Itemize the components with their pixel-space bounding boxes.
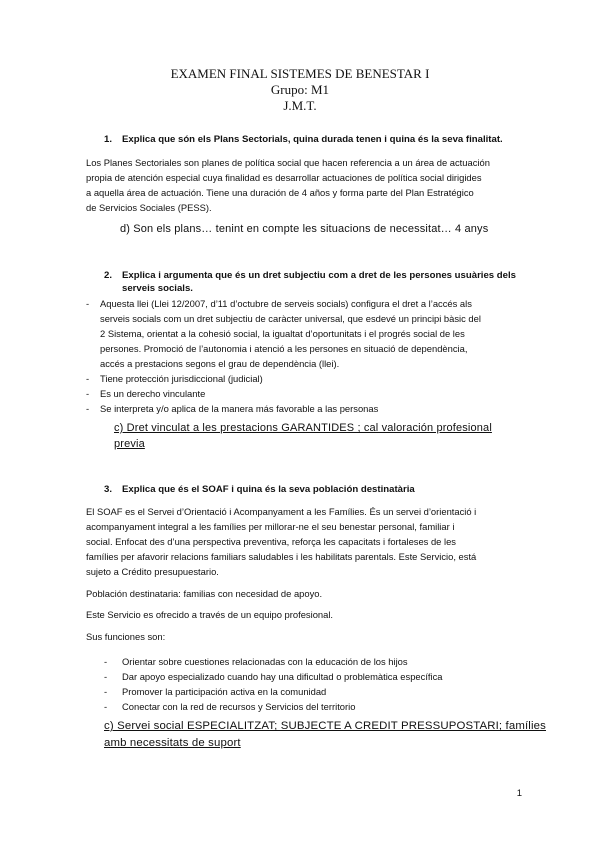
answer-2: c) Dret vinculat a les prestacions GARANTIDES ; cal valoración profesional: [114, 422, 492, 434]
question-2: [104, 269, 516, 283]
answer-1: d) Son els plans… tenint en compte les situacions de necessitat… 4 anys: [120, 223, 489, 235]
page-number: 1: [516, 788, 522, 799]
answer-2-cont: previa: [114, 438, 145, 450]
list-item-line: accés a prestacions segons el grau de dependència (llei).: [100, 358, 340, 369]
paragraph-line: social. Enfocat des d’una perspectiva preventiva, reforça les capacitats i fortaleses de les: [86, 536, 456, 547]
exam-title: EXAMEN FINAL SISTEMES DE BENESTAR I: [170, 66, 430, 81]
paragraph-line: a aquella área de actuación. Tiene una duración de 4 años y forma parte del Plan Estratégico: [86, 187, 474, 198]
paragraph-line: acompanyament integral a les famílies per millorar-ne el seu benestar personal, familiar i: [86, 521, 455, 532]
paragraph-line: sujeto a Crédito presupuestario.: [86, 566, 219, 577]
question-3: [104, 483, 415, 497]
list-item-line: Aquesta llei (Llei 12/2007, d’11 d’octubre de serveis socials) configura el dret a l’accés als: [100, 298, 472, 309]
paragraph-line: famílies per afavorir relacions familiars saludables i les habilitats parentals. Este Servicio, está: [86, 551, 477, 562]
paragraph-line: propia de atención especial cuya finalidad es desarrollar actuaciones de política social dirigides: [86, 172, 482, 183]
paragraph-line: El SOAF es el Servei d’Orientació i Acompanyament a les Famílies. És un servei d’orientació i: [86, 506, 477, 517]
list-item-line: persones. Promoció de l’autonomia i atenció a les persones en situació de dependència,: [100, 343, 468, 354]
functions-label: Sus funciones son:: [86, 631, 166, 642]
answer-3-cont: amb necessitats de suport: [104, 737, 241, 749]
question-text: Explica i argumenta que és un dret subjectiu com a dret de les persones usuàries dels: [122, 270, 517, 281]
question-number: 2.: [104, 270, 113, 281]
target-population: Población destinataria: familias con necesidad de apoyo.: [86, 588, 323, 599]
question-text: Explica que són els Plans Sectorials, quina durada tenen i quina és la seva finalitat.: [122, 134, 503, 145]
question-number: 1.: [104, 134, 113, 145]
paragraph-line: Los Planes Sectoriales son planes de política social que hacen referencia a un área de actuación: [86, 157, 490, 168]
question-1: [104, 133, 503, 147]
exam-initials: J.M.T.: [283, 98, 317, 113]
question-number: 3.: [104, 484, 113, 495]
question-2-cont: serveis socials.: [122, 283, 193, 294]
answer-3: c) Servei social ESPECIALITZAT; SUBJECTE A CREDIT PRESSUPOSTARI; famílies: [104, 720, 546, 732]
list-item-line: 2 Sistema, orientat a la cohesió social, la igualtat d’oportunitats i el progrés social de les: [100, 328, 465, 339]
list-item-line: serveis socials com un dret subjectiu de caràcter universal, que esdevé un principi bàsic del: [100, 313, 481, 324]
paragraph-line: de Servicios Sociales (PESS).: [86, 202, 212, 213]
service-offered: Este Servicio es ofrecido a través de un equipo profesional.: [86, 609, 334, 620]
exam-group: Grupo: M1: [270, 82, 330, 97]
document-page: EXAMEN FINAL SISTEMES DE BENESTAR I Grupo: M1 J.M.T. 1. Explica que són els Plans Sectorials, quina durada tenen i quina és la seva finalitat. Los Planes Sectoriales son planes de política social que hacen referencia a un área de actuación propia de atención especial cuya finalidad es desarrollar actuaciones de política social dirigides a aquella área de actuación. Tiene una duración de 4 años y forma parte del Plan Estratégico de Servicios Sociales (PESS). d) Son els plans… tenint en compte les situacions de necessitat… 4 anys 2. Explica i argumenta que és un dret subjectiu com a dret de les persones usuàries dels serveis socials. - Aquesta llei (Llei 12/2007, d’11 d’octubre de serveis socials) configura el dret a l’accés als serveis socials com un dret subjectiu de caràcter universal, que esdevé un principi bàsic del 2 Sistema, orientat a la cohesió social, la igualtat d’oportunitats i el progrés social de les persones. Promoció de l’autonomia i atenció a les persones en situació de dependència, accés a prestacions segons el grau de dependència (llei). - Tiene protección jurisdiccional (judicial) - Es un derecho vinculante - Se interpreta y/o aplica de la manera más favorable a las personas c) Dret vinculat a les prestacions GARANTIDES ; cal valoración profesional previa 3. Explica que és el SOAF i quina és la seva población destinatària El SOAF es el Servei d’Orientació i Acompanyament a les Famílies. És un servei d’orientació i acompanyament integral a les famílies per millorar-ne el seu benestar personal, familiar i social. Enfocat des d’una perspectiva preventiva, reforça les capacitats i fortaleses de les famílies per afavorir relacions familiars saludables i les habilitats parentals. Este Servicio, está sujeto a Crédito presupuestario. Población destinataria: familias con necesidad de apoyo. Este Servicio es ofrecido a través de un equipo profesional. Sus funciones son: - Orientar sobre cuestiones relacionadas con la educación de los hijos - Dar apoyo especializado cuando hay una dificultad o problemàtica específica - Promover la participación activa en la comunidad - Conectar con la red de recursos y Servicios del territorio c) Servei social ESPECIALITZAT; SUBJECTE A CREDIT PRESSUPOSTARI; famílies amb necessitats de suport 1: [0, 0, 600, 848]
question-text: Explica que és el SOAF i quina és la seva población destinatària: [122, 484, 415, 495]
